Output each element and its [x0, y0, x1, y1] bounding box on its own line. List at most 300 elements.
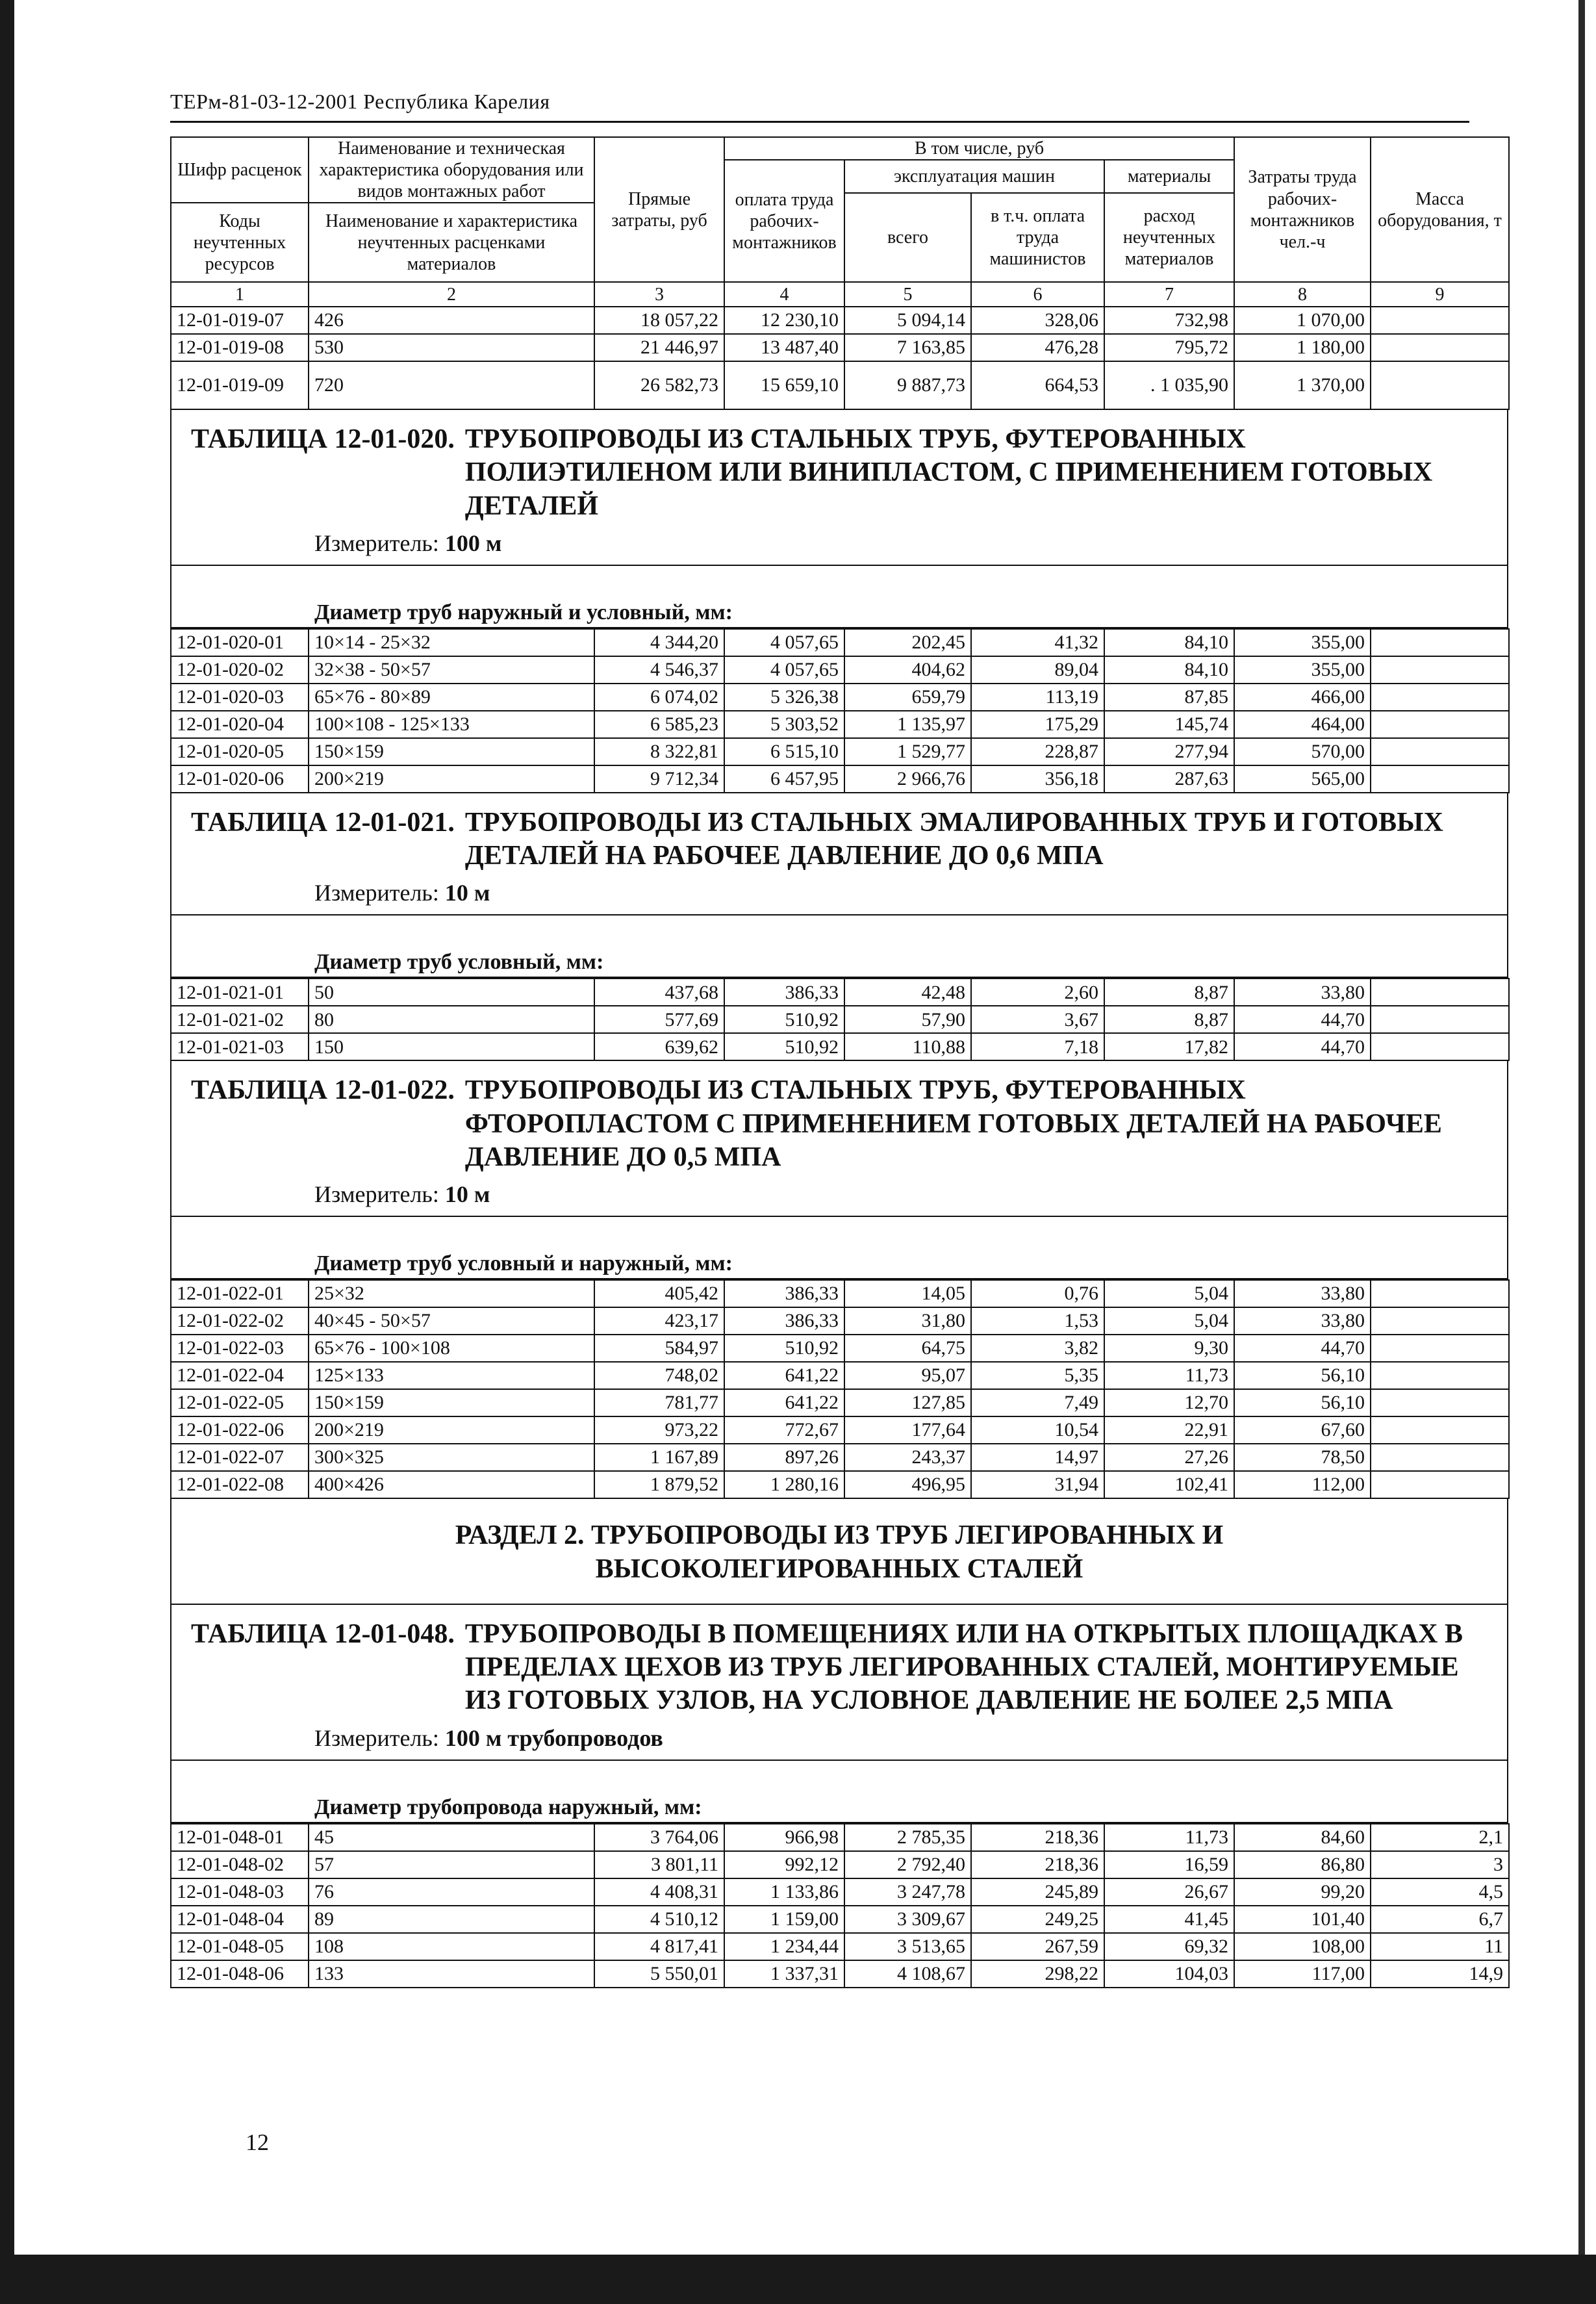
- cell-c6: 113,19: [971, 684, 1104, 711]
- cell-name: 57: [309, 1851, 594, 1878]
- table-row: [171, 1878, 1509, 1906]
- cell-name: 300×325: [309, 1444, 594, 1471]
- rates-table: [170, 628, 1510, 793]
- cell-name: 426: [309, 307, 594, 334]
- cell-name: 400×426: [309, 1471, 594, 1498]
- cell-c3: 3 764,06: [594, 1824, 724, 1851]
- table-row: [171, 1389, 1509, 1416]
- cell-code: 12-01-021-03: [171, 1033, 309, 1060]
- table-section: [170, 410, 1508, 628]
- cell-c8: 466,00: [1234, 684, 1371, 711]
- col-machines-total-header: всего: [844, 193, 971, 283]
- cell-c7: 795,72: [1104, 334, 1234, 361]
- cell-c5: 57,90: [844, 1006, 971, 1033]
- cell-code: 12-01-048-01: [171, 1824, 309, 1851]
- cell-c6: 218,36: [971, 1851, 1104, 1878]
- table-row: [171, 711, 1509, 738]
- cell-c8: 78,50: [1234, 1444, 1371, 1471]
- cell-c9: [1371, 1444, 1509, 1471]
- measure-unit: [171, 1724, 1507, 1760]
- cell-c3: 584,97: [594, 1335, 724, 1362]
- table-row: [171, 1824, 1509, 1851]
- table-label: ТАБЛИЦА 12-01-048.: [191, 1619, 455, 1649]
- cell-c7: 104,03: [1104, 1960, 1234, 1988]
- cell-name: 32×38 - 50×57: [309, 656, 594, 684]
- cell-name: 133: [309, 1960, 594, 1988]
- cell-c3: 6 074,02: [594, 684, 724, 711]
- cell-c5: 95,07: [844, 1362, 971, 1389]
- cell-c7: 41,45: [1104, 1906, 1234, 1933]
- cell-c6: 41,32: [971, 629, 1104, 656]
- cell-c7: 277,94: [1104, 738, 1234, 765]
- cell-name: 65×76 - 100×108: [309, 1335, 594, 1362]
- cell-c9: 14,9: [1371, 1960, 1509, 1988]
- column-number: 3: [594, 282, 724, 307]
- cell-name: 10×14 - 25×32: [309, 629, 594, 656]
- col-name-header: Наименование и техническая характеристика оборудования или видов монтажных работ: [309, 137, 594, 203]
- cell-code: 12-01-048-03: [171, 1878, 309, 1906]
- cell-c5: 1 135,97: [844, 711, 971, 738]
- cell-c9: [1371, 307, 1509, 334]
- table-row: [171, 1033, 1509, 1060]
- cell-c4: 772,67: [724, 1416, 844, 1444]
- razdel-2: [170, 1499, 1508, 1605]
- cell-c7: 26,67: [1104, 1878, 1234, 1906]
- col-incl-header: В том числе, руб: [724, 137, 1234, 160]
- cell-c6: 249,25: [971, 1906, 1104, 1933]
- cell-c3: 1 879,52: [594, 1471, 724, 1498]
- cell-c5: 127,85: [844, 1389, 971, 1416]
- col-code-header: Шифр расценок: [171, 137, 309, 203]
- measure-value: 100 м трубопроводов: [444, 1724, 663, 1751]
- cell-code: 12-01-020-05: [171, 738, 309, 765]
- cell-c6: 664,53: [971, 361, 1104, 409]
- cell-c3: 8 322,81: [594, 738, 724, 765]
- cell-c9: [1371, 1471, 1509, 1498]
- cell-c8: 570,00: [1234, 738, 1371, 765]
- measure-label: Измеритель:: [314, 880, 439, 906]
- table-row: [171, 1335, 1509, 1362]
- cell-c7: 5,04: [1104, 1307, 1234, 1335]
- cell-c8: 44,70: [1234, 1335, 1371, 1362]
- cell-code: 12-01-021-01: [171, 979, 309, 1006]
- header-table: [170, 136, 1510, 410]
- table-row: [171, 1906, 1509, 1933]
- table-title: ТРУБОПРОВОДЫ ИЗ СТАЛЬНЫХ ЭМАЛИРОВАННЫХ ТРУБ И ГОТОВЫХ ДЕТАЛЕЙ НА РАБОЧЕЕ ДАВЛЕНИЕ ДО 0,6 МПА: [464, 807, 1443, 871]
- cell-c3: 21 446,97: [594, 334, 724, 361]
- cell-code: 12-01-022-01: [171, 1280, 309, 1307]
- cell-c8: 565,00: [1234, 765, 1371, 793]
- cell-c7: 17,82: [1104, 1033, 1234, 1060]
- cell-c9: [1371, 1280, 1509, 1307]
- cell-c4: 641,22: [724, 1362, 844, 1389]
- cell-c8: 67,60: [1234, 1416, 1371, 1444]
- cell-c4: 15 659,10: [724, 361, 844, 409]
- cell-code: 12-01-022-05: [171, 1389, 309, 1416]
- cell-c4: 897,26: [724, 1444, 844, 1471]
- column-number: 4: [724, 282, 844, 307]
- sections: [170, 410, 1508, 1499]
- cell-c9: [1371, 1416, 1509, 1444]
- table-row: [171, 1960, 1509, 1988]
- cell-name: 108: [309, 1933, 594, 1960]
- table-row: [171, 307, 1509, 334]
- table-row: [171, 1444, 1509, 1471]
- column-number: 8: [1234, 282, 1371, 307]
- measure-unit: [171, 879, 1507, 914]
- rates-table: [170, 978, 1510, 1061]
- cell-c9: 2,1: [1371, 1824, 1509, 1851]
- cell-c4: 966,98: [724, 1824, 844, 1851]
- cell-name: 720: [309, 361, 594, 409]
- cell-c5: 3 247,78: [844, 1878, 971, 1906]
- cell-code: 12-01-019-08: [171, 334, 309, 361]
- rates-table: [170, 1823, 1510, 1988]
- cell-c7: 8,87: [1104, 1006, 1234, 1033]
- cell-name: 200×219: [309, 1416, 594, 1444]
- cell-c9: [1371, 656, 1509, 684]
- cell-c9: [1371, 1335, 1509, 1362]
- table-section: [170, 793, 1508, 978]
- cell-name: 40×45 - 50×57: [309, 1307, 594, 1335]
- cell-code: 12-01-048-05: [171, 1933, 309, 1960]
- column-number: 9: [1371, 282, 1509, 307]
- cell-c5: 4 108,67: [844, 1960, 971, 1988]
- cell-c8: 56,10: [1234, 1389, 1371, 1416]
- cell-c4: 1 280,16: [724, 1471, 844, 1498]
- column-number: 1: [171, 282, 309, 307]
- cell-c9: [1371, 334, 1509, 361]
- table-row: [171, 738, 1509, 765]
- cell-c4: 1 234,44: [724, 1933, 844, 1960]
- col-direct-header: Прямые затраты, руб: [594, 137, 724, 282]
- cell-c8: 355,00: [1234, 629, 1371, 656]
- cell-c3: 639,62: [594, 1033, 724, 1060]
- cell-c8: 33,80: [1234, 1280, 1371, 1307]
- scan-edge-right: [1578, 0, 1585, 2255]
- cell-c9: [1371, 1307, 1509, 1335]
- cell-code: 12-01-020-01: [171, 629, 309, 656]
- page-number: 12: [246, 2129, 269, 2155]
- cell-c7: 145,74: [1104, 711, 1234, 738]
- cell-c3: 1 167,89: [594, 1444, 724, 1471]
- cell-c9: [1371, 684, 1509, 711]
- cell-c9: 4,5: [1371, 1878, 1509, 1906]
- column-number: 5: [844, 282, 971, 307]
- cell-c5: 7 163,85: [844, 334, 971, 361]
- cell-name: 150×159: [309, 1389, 594, 1416]
- cell-c6: 267,59: [971, 1933, 1104, 1960]
- cell-code: 12-01-022-08: [171, 1471, 309, 1498]
- cell-code: 12-01-022-03: [171, 1335, 309, 1362]
- cell-c4: 992,12: [724, 1851, 844, 1878]
- cell-c4: 4 057,65: [724, 629, 844, 656]
- cell-code: 12-01-048-04: [171, 1906, 309, 1933]
- col-mass-header: Масса оборудования, т: [1371, 137, 1509, 282]
- measure-label: Измеритель:: [314, 1724, 439, 1751]
- section-048: [170, 1605, 1508, 1988]
- table-row: [171, 979, 1509, 1006]
- cell-c8: 84,60: [1234, 1824, 1371, 1851]
- cell-c3: 5 550,01: [594, 1960, 724, 1988]
- cell-c4: 386,33: [724, 1307, 844, 1335]
- cell-code: 12-01-020-06: [171, 765, 309, 793]
- measure-label: Измеритель:: [314, 530, 439, 556]
- cell-c5: 496,95: [844, 1471, 971, 1498]
- cell-c7: 8,87: [1104, 979, 1234, 1006]
- column-number: 7: [1104, 282, 1234, 307]
- cell-c5: 42,48: [844, 979, 971, 1006]
- cell-c4: 5 326,38: [724, 684, 844, 711]
- cell-c3: 18 057,22: [594, 307, 724, 334]
- table-row: [171, 656, 1509, 684]
- document-body: [170, 136, 1508, 1988]
- cell-c3: 4 817,41: [594, 1933, 724, 1960]
- cell-c4: 641,22: [724, 1389, 844, 1416]
- cell-c7: 69,32: [1104, 1933, 1234, 1960]
- rates-table: [170, 1279, 1510, 1499]
- scan-edge-bottom: [0, 2255, 1596, 2304]
- cell-c3: 9 712,34: [594, 765, 724, 793]
- cell-c5: 659,79: [844, 684, 971, 711]
- cell-c7: 84,10: [1104, 629, 1234, 656]
- table-019-rows: [171, 307, 1509, 409]
- cell-c6: 175,29: [971, 711, 1104, 738]
- cell-code: 12-01-020-04: [171, 711, 309, 738]
- cell-c7: 27,26: [1104, 1444, 1234, 1471]
- scan-edge-left: [0, 0, 14, 2304]
- cell-c9: 3: [1371, 1851, 1509, 1878]
- table-row: [171, 334, 1509, 361]
- diameter-caption: Диаметр трубопровода наружный, мм:: [171, 1760, 1507, 1822]
- cell-c9: [1371, 765, 1509, 793]
- cell-c4: 12 230,10: [724, 307, 844, 334]
- cell-c9: [1371, 1362, 1509, 1389]
- table-row: [171, 765, 1509, 793]
- cell-c7: 102,41: [1104, 1471, 1234, 1498]
- cell-c4: 4 057,65: [724, 656, 844, 684]
- razdel-title-line1: РАЗДЕЛ 2. ТРУБОПРОВОДЫ ИЗ ТРУБ ЛЕГИРОВАННЫХ И: [455, 1520, 1224, 1550]
- cell-name: 45: [309, 1824, 594, 1851]
- table-row: [171, 1933, 1509, 1960]
- cell-name: 50: [309, 979, 594, 1006]
- cell-c3: 6 585,23: [594, 711, 724, 738]
- cell-c5: 202,45: [844, 629, 971, 656]
- cell-c9: [1371, 738, 1509, 765]
- cell-c5: 64,75: [844, 1335, 971, 1362]
- cell-code: 12-01-022-06: [171, 1416, 309, 1444]
- cell-c6: 5,35: [971, 1362, 1104, 1389]
- cell-c4: 1 133,86: [724, 1878, 844, 1906]
- cell-code: 12-01-019-09: [171, 361, 309, 409]
- cell-c9: [1371, 1033, 1509, 1060]
- cell-c8: 86,80: [1234, 1851, 1371, 1878]
- cell-name: 530: [309, 334, 594, 361]
- cell-c3: 423,17: [594, 1307, 724, 1335]
- cell-c3: 4 344,20: [594, 629, 724, 656]
- cell-c5: 177,64: [844, 1416, 971, 1444]
- table-row: [171, 684, 1509, 711]
- table-title: ТРУБОПРОВОДЫ В ПОМЕЩЕНИЯХ ИЛИ НА ОТКРЫТЫХ ПЛОЩАДКАХ В ПРЕДЕЛАХ ЦЕХОВ ИЗ ТРУБ ЛЕГИРОВАННЫХ СТАЛЕЙ, МОНТИРУЕМЫЕ ИЗ ГОТОВЫХ УЗЛОВ, НА УСЛОВНОЕ ДАВЛЕНИЕ НЕ БОЛЕЕ 2,5 МПА: [464, 1619, 1463, 1716]
- measure-value: 100 м: [444, 530, 502, 556]
- cell-c3: 437,68: [594, 979, 724, 1006]
- cell-c7: 16,59: [1104, 1851, 1234, 1878]
- table-row: [171, 1006, 1509, 1033]
- table-row: [171, 1362, 1509, 1389]
- cell-name: 150×159: [309, 738, 594, 765]
- cell-c6: 0,76: [971, 1280, 1104, 1307]
- col-materials-unacc-header: расход неучтенных материалов: [1104, 193, 1234, 283]
- cell-c8: 1 070,00: [1234, 307, 1371, 334]
- table-row: [171, 1416, 1509, 1444]
- cell-code: 12-01-019-07: [171, 307, 309, 334]
- cell-c4: 6 515,10: [724, 738, 844, 765]
- cell-name: 89: [309, 1906, 594, 1933]
- measure-value: 10 м: [444, 1181, 490, 1207]
- cell-code: 12-01-048-06: [171, 1960, 309, 1988]
- cell-c4: 13 487,40: [724, 334, 844, 361]
- cell-c3: 4 408,31: [594, 1878, 724, 1906]
- cell-c9: 11: [1371, 1933, 1509, 1960]
- header-rule: [170, 121, 1469, 123]
- cell-name: 76: [309, 1878, 594, 1906]
- cell-c6: 89,04: [971, 656, 1104, 684]
- cell-c3: 781,77: [594, 1389, 724, 1416]
- cell-c3: 577,69: [594, 1006, 724, 1033]
- cell-c8: 44,70: [1234, 1006, 1371, 1033]
- cell-c4: 386,33: [724, 1280, 844, 1307]
- cell-c8: 464,00: [1234, 711, 1371, 738]
- cell-c9: 6,7: [1371, 1906, 1509, 1933]
- cell-c6: 356,18: [971, 765, 1104, 793]
- cell-c6: 3,82: [971, 1335, 1104, 1362]
- cell-c5: 110,88: [844, 1033, 971, 1060]
- cell-c5: 2 792,40: [844, 1851, 971, 1878]
- cell-c3: 4 510,12: [594, 1906, 724, 1933]
- cell-c6: 476,28: [971, 334, 1104, 361]
- cell-c4: 386,33: [724, 979, 844, 1006]
- cell-c6: 245,89: [971, 1878, 1104, 1906]
- cell-c5: 14,05: [844, 1280, 971, 1307]
- cell-c8: 355,00: [1234, 656, 1371, 684]
- cell-c8: 117,00: [1234, 1960, 1371, 1988]
- cell-c8: 33,80: [1234, 1307, 1371, 1335]
- column-numbers: [171, 282, 1509, 307]
- cell-c7: 11,73: [1104, 1362, 1234, 1389]
- cell-code: 12-01-022-07: [171, 1444, 309, 1471]
- cell-c7: 287,63: [1104, 765, 1234, 793]
- table-row: [171, 629, 1509, 656]
- table-row: [171, 1851, 1509, 1878]
- col-labor-pay-header: оплата труда рабочих-монтажников: [724, 160, 844, 282]
- cell-c3: 4 546,37: [594, 656, 724, 684]
- cell-c6: 14,97: [971, 1444, 1104, 1471]
- diameter-caption: Диаметр труб условный и наружный, мм:: [171, 1216, 1507, 1278]
- cell-c4: 510,92: [724, 1033, 844, 1060]
- cell-c5: 2 785,35: [844, 1824, 971, 1851]
- cell-c3: 973,22: [594, 1416, 724, 1444]
- cell-c5: 9 887,73: [844, 361, 971, 409]
- cell-name: 25×32: [309, 1280, 594, 1307]
- cell-code: 12-01-020-02: [171, 656, 309, 684]
- cell-c9: [1371, 1006, 1509, 1033]
- cell-c8: 112,00: [1234, 1471, 1371, 1498]
- cell-c3: 26 582,73: [594, 361, 724, 409]
- cell-c6: 228,87: [971, 738, 1104, 765]
- razdel-title-line2: ВЫСОКОЛЕГИРОВАННЫХ СТАЛЕЙ: [595, 1554, 1083, 1585]
- diameter-caption: Диаметр труб условный, мм:: [171, 914, 1507, 977]
- cell-c3: 748,02: [594, 1362, 724, 1389]
- cell-c8: 1 370,00: [1234, 361, 1371, 409]
- cell-c6: 31,94: [971, 1471, 1104, 1498]
- table-row: [171, 1471, 1509, 1498]
- cell-c6: 7,49: [971, 1389, 1104, 1416]
- cell-c6: 2,60: [971, 979, 1104, 1006]
- cell-code: 12-01-022-02: [171, 1307, 309, 1335]
- cell-c5: 5 094,14: [844, 307, 971, 334]
- cell-c5: 3 309,67: [844, 1906, 971, 1933]
- cell-c8: 1 180,00: [1234, 334, 1371, 361]
- cell-code: 12-01-048-02: [171, 1851, 309, 1878]
- cell-c7: 12,70: [1104, 1389, 1234, 1416]
- table-title: ТРУБОПРОВОДЫ ИЗ СТАЛЬНЫХ ТРУБ, ФУТЕРОВАННЫХ ФТОРОПЛАСТОМ С ПРИМЕНЕНИЕМ ГОТОВЫХ ДЕТАЛЕЙ НА РАБОЧЕЕ ДАВЛЕНИЕ ДО 0,5 МПА: [464, 1075, 1442, 1172]
- cell-c9: [1371, 361, 1509, 409]
- table-section: [170, 1605, 1508, 1823]
- cell-c7: 732,98: [1104, 307, 1234, 334]
- table-label: ТАБЛИЦА 12-01-021.: [191, 807, 455, 838]
- cell-c8: 99,20: [1234, 1878, 1371, 1906]
- cell-c5: 1 529,77: [844, 738, 971, 765]
- col-resource-code-header: Коды неучтенных ресурсов: [171, 203, 309, 282]
- cell-c8: 101,40: [1234, 1906, 1371, 1933]
- cell-c8: 33,80: [1234, 979, 1371, 1006]
- measure-label: Измеритель:: [314, 1181, 439, 1207]
- measure-value: 10 м: [444, 880, 490, 906]
- col-material-name-header: Наименование и характеристика неучтенных расценками материалов: [309, 203, 594, 282]
- cell-name: 100×108 - 125×133: [309, 711, 594, 738]
- cell-name: 125×133: [309, 1362, 594, 1389]
- cell-c4: 510,92: [724, 1335, 844, 1362]
- cell-c5: 243,37: [844, 1444, 971, 1471]
- cell-c8: 108,00: [1234, 1933, 1371, 1960]
- cell-c4: 5 303,52: [724, 711, 844, 738]
- cell-code: 12-01-020-03: [171, 684, 309, 711]
- cell-c7: 5,04: [1104, 1280, 1234, 1307]
- cell-name: 65×76 - 80×89: [309, 684, 594, 711]
- cell-c4: 6 457,95: [724, 765, 844, 793]
- cell-c6: 3,67: [971, 1006, 1104, 1033]
- col-machines-header: эксплуатация машин: [844, 160, 1104, 193]
- cell-code: 12-01-021-02: [171, 1006, 309, 1033]
- table-row: [171, 1307, 1509, 1335]
- cell-c5: 3 513,65: [844, 1933, 971, 1960]
- measure-unit: [171, 1181, 1507, 1216]
- column-number: 2: [309, 282, 594, 307]
- cell-c7: 9,30: [1104, 1335, 1234, 1362]
- cell-c6: 10,54: [971, 1416, 1104, 1444]
- cell-c3: 405,42: [594, 1280, 724, 1307]
- cell-c4: 510,92: [724, 1006, 844, 1033]
- cell-c6: 298,22: [971, 1960, 1104, 1988]
- table-row: [171, 1280, 1509, 1307]
- cell-name: 150: [309, 1033, 594, 1060]
- cell-c6: 7,18: [971, 1033, 1104, 1060]
- cell-c5: 2 966,76: [844, 765, 971, 793]
- cell-c7: 22,91: [1104, 1416, 1234, 1444]
- col-labor-cost-header: Затраты труда рабочих-монтажников чел.-ч: [1234, 137, 1371, 282]
- table-label: ТАБЛИЦА 12-01-020.: [191, 424, 455, 455]
- cell-c7: . 1 035,90: [1104, 361, 1234, 409]
